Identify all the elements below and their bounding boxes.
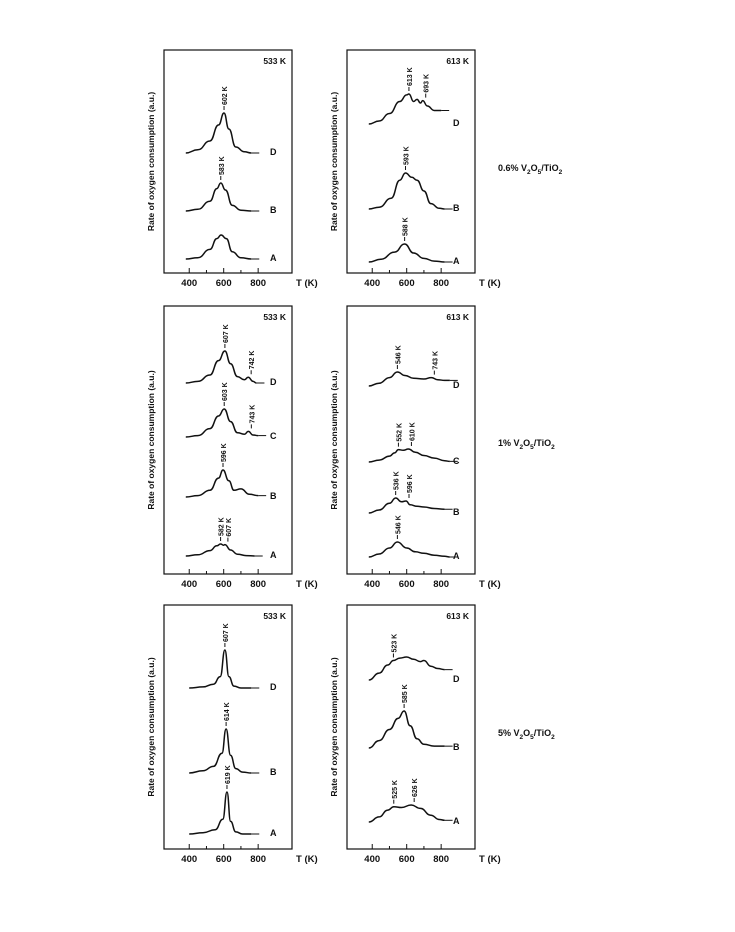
peak-label: 742 K: [249, 350, 257, 370]
reduction-temp-label: 613 K: [446, 312, 469, 322]
series-curve-C: [369, 449, 450, 462]
x-tick-label: 800: [250, 278, 267, 289]
peak-label: 603 K: [222, 382, 230, 401]
series-curve-D: [369, 657, 445, 680]
series-label-B: B: [453, 507, 460, 517]
reduction-temp-label: 533 K: [263, 312, 286, 322]
panel-1: [329, 50, 501, 289]
series-curve-A: [369, 542, 450, 557]
series-label-A: A: [453, 816, 460, 826]
panel-2: [146, 306, 318, 590]
series-label-A: A: [270, 828, 277, 838]
series-curve-D: [189, 650, 251, 688]
x-axis-label: T (K): [296, 854, 318, 865]
peak-label: 585 K: [402, 684, 410, 703]
series-curve-B: [369, 173, 445, 209]
series-curve-D: [369, 372, 450, 386]
peak-label: 546 K: [395, 345, 403, 364]
row-label-2: 5% $V_2O_5/TiO_2$: [498, 728, 555, 741]
reduction-temp-label: 613 K: [446, 611, 469, 621]
peak-label: 607 K: [222, 324, 230, 343]
series-label-D: D: [270, 682, 277, 692]
series-curve-C: [186, 409, 258, 437]
peak-label: 607 K: [222, 623, 230, 642]
series-curve-D: [186, 351, 257, 383]
peak-label: 619 K: [224, 765, 232, 784]
x-tick-label: 400: [364, 278, 381, 289]
x-axis-label: T (K): [479, 854, 501, 865]
x-tick-label: 600: [398, 278, 415, 289]
peak-label: 596 K: [221, 443, 229, 462]
x-tick-label: 600: [215, 278, 232, 289]
series-label-B: B: [270, 205, 277, 215]
series-curve-B: [189, 729, 251, 773]
x-tick-label: 400: [364, 854, 381, 865]
series-label-A: A: [270, 253, 277, 263]
peak-label: 743 K: [249, 404, 257, 424]
series-curve-B: [186, 183, 252, 211]
reduction-temp-label: 613 K: [446, 56, 469, 66]
series-curve-B: [369, 498, 445, 513]
series-label-D: D: [453, 674, 460, 684]
peak-label: 523 K: [391, 633, 399, 653]
panel-4: [146, 605, 318, 865]
x-tick-label: 400: [364, 579, 381, 590]
y-axis-label: Rate of oxygen consumption (a.u.): [329, 657, 339, 797]
peak-label: 536 K: [393, 471, 401, 490]
x-axis-label: T (K): [479, 278, 501, 289]
x-tick-label: 800: [250, 854, 267, 865]
peak-label: 583 K: [218, 156, 226, 175]
peak-label: 582 K: [218, 517, 226, 536]
x-tick-label: 400: [181, 579, 198, 590]
x-axis-label: T (K): [479, 579, 501, 590]
series-label-D: D: [453, 380, 460, 390]
peak-label: 552 K: [396, 422, 404, 442]
peak-label: 593 K: [403, 146, 411, 165]
series-label-A: A: [453, 256, 460, 266]
y-axis-label: Rate of oxygen consumption (a.u.): [329, 91, 339, 232]
series-label-D: D: [270, 147, 277, 157]
series-label-A: A: [453, 551, 460, 561]
peak-label: 546 K: [395, 515, 403, 534]
peak-label: 743 K: [432, 350, 440, 370]
x-axis-label: T (K): [296, 579, 318, 590]
series-label-B: B: [453, 203, 460, 213]
series-label-A: A: [270, 550, 277, 560]
series-curve-A: [189, 792, 251, 834]
peak-label: 607 K: [225, 517, 233, 537]
peak-label: 614 K: [224, 702, 232, 721]
x-tick-label: 400: [181, 854, 198, 865]
reduction-temp-label: 533 K: [263, 611, 286, 621]
peak-label: 610 K: [409, 422, 417, 441]
row-labels: [498, 163, 563, 741]
peak-label: 596 K: [407, 474, 415, 493]
series-curve-B: [369, 711, 445, 748]
x-tick-label: 800: [433, 278, 450, 289]
series-label-B: B: [270, 767, 277, 777]
x-tick-label: 600: [215, 854, 232, 865]
x-tick-label: 600: [398, 579, 415, 590]
series-curve-D: [369, 94, 441, 124]
peak-label: 626 K: [412, 778, 420, 797]
x-tick-label: 400: [181, 278, 198, 289]
reduction-temp-label: 533 K: [263, 56, 286, 66]
series-label-B: B: [453, 742, 460, 752]
series-curve-A: [369, 805, 445, 822]
panel-5: [329, 605, 501, 865]
peak-label: 525 K: [391, 780, 399, 799]
y-axis-label: Rate of oxygen consumption (a.u.): [329, 370, 339, 510]
peak-label: 693 K: [423, 73, 431, 93]
series-curve-B: [186, 470, 258, 497]
series-label-D: D: [453, 118, 460, 128]
series-label-D: D: [270, 377, 277, 387]
panel-3: [329, 306, 501, 590]
y-axis-label: Rate of oxygen consumption (a.u.): [146, 91, 156, 232]
x-tick-label: 800: [433, 579, 450, 590]
row-label-0: 0.6% $V_2O_5/TiO_2$: [498, 163, 563, 176]
series-label-B: B: [270, 491, 277, 501]
series-curve-A: [186, 544, 255, 556]
peak-label: 602 K: [222, 86, 230, 105]
y-axis-label: Rate of oxygen consumption (a.u.): [146, 370, 156, 510]
series-curve-D: [186, 113, 252, 153]
y-axis-label: Rate of oxygen consumption (a.u.): [146, 657, 156, 797]
series-label-C: C: [270, 431, 277, 441]
peak-label: 588 K: [402, 217, 410, 236]
series-curve-A: [369, 244, 445, 262]
row-label-1: 1% $V_2O_5/TiO_2$: [498, 438, 555, 451]
panel-0: [146, 50, 318, 289]
peak-label: 613 K: [406, 67, 414, 86]
x-tick-label: 800: [433, 854, 450, 865]
x-tick-label: 800: [250, 579, 267, 590]
series-label-C: C: [453, 456, 460, 466]
x-tick-label: 600: [215, 579, 232, 590]
x-tick-label: 600: [398, 854, 415, 865]
series-curve-A: [186, 235, 252, 259]
x-axis-label: T (K): [296, 278, 318, 289]
